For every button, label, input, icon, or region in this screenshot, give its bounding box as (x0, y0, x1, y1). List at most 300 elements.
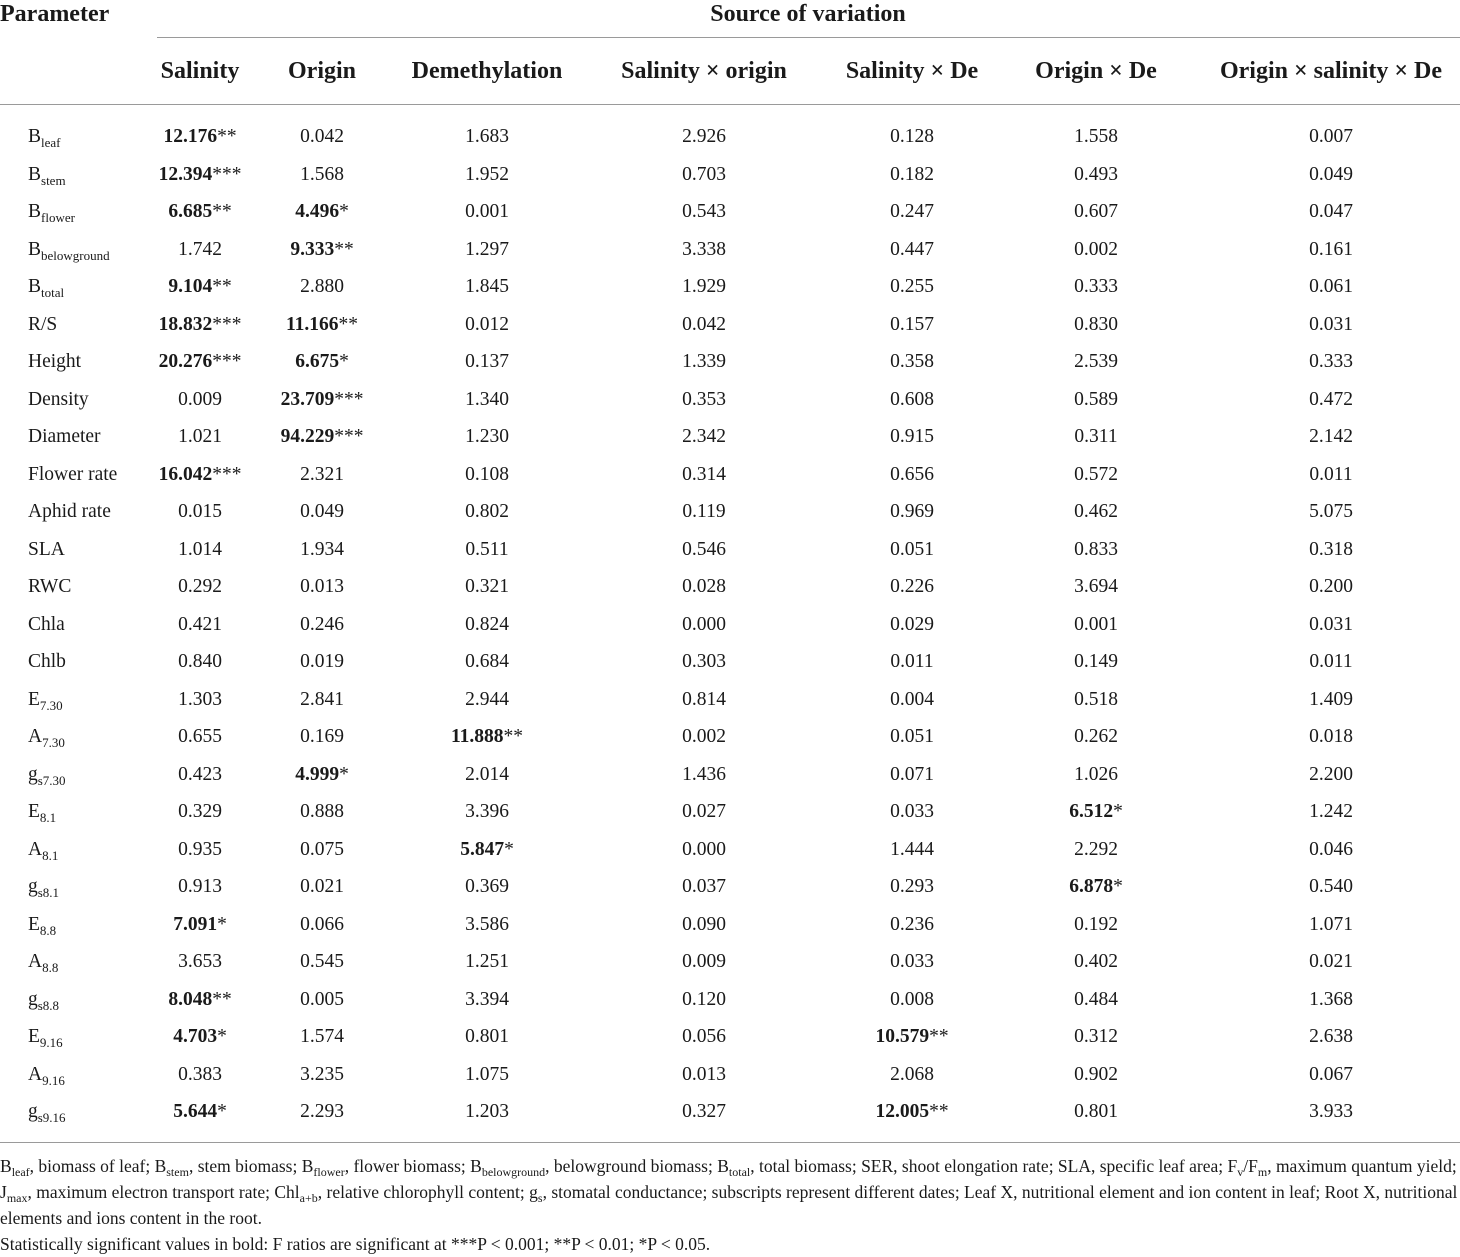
f-ratio-value: 0.012 (465, 313, 509, 335)
f-ratio-value: 0.684 (465, 651, 509, 672)
cell-origin-x-salinity-x-de (1309, 801, 1353, 823)
f-ratio-value: 0.169 (300, 726, 344, 747)
f-ratio-value: 0.047 (1309, 201, 1353, 222)
cell-salinity (178, 239, 222, 261)
f-ratio-value: 0.031 (1309, 313, 1353, 335)
f-ratio-value: 0.019 (300, 651, 344, 672)
f-ratio-value: 0.200 (1309, 576, 1353, 597)
parameter-base: Flower rate (28, 463, 118, 485)
cell-origin (300, 651, 344, 673)
abbrev-term: g (529, 1182, 538, 1202)
f-ratio-value: 2.944 (465, 688, 509, 710)
f-ratio-value: 0.833 (1074, 538, 1118, 560)
cell-origin-x-de (1074, 1064, 1118, 1086)
f-ratio-value: 0.589 (1074, 388, 1118, 410)
cell-salinity-x-origin (682, 839, 726, 861)
cell-salinity (168, 276, 231, 298)
cell-origin-x-de (1074, 951, 1118, 973)
f-ratio-value: 12.176 (163, 126, 218, 147)
significance-marker: *** (212, 163, 242, 185)
cell-salinity-x-origin (682, 1026, 726, 1048)
f-ratio-value: 0.128 (890, 126, 934, 147)
cell-origin (300, 1026, 344, 1048)
cell-origin-x-salinity-x-de (1309, 426, 1353, 448)
f-ratio-value: 1.297 (465, 238, 509, 260)
parameter-subscript: leaf (41, 135, 61, 150)
parameter-name (28, 839, 58, 861)
cell-origin-x-salinity-x-de (1309, 389, 1353, 411)
f-ratio-value: 0.000 (682, 838, 726, 860)
abbrev-definition: , stomatal conductance; subscripts represent different dates; Leaf X, nutritional element and ion content in leaf; Root X, nutritional elements and ions content in the root. (0, 1182, 1458, 1228)
significance-marker: ** (334, 238, 354, 260)
cell-demethylation (465, 1101, 509, 1123)
f-ratio-value: 0.262 (1074, 726, 1118, 747)
column-header-salinity-x-de: Salinity × De (845, 58, 979, 84)
f-ratio-value: 1.574 (300, 1026, 344, 1047)
cell-salinity-x-origin (682, 801, 726, 823)
f-ratio-value: 1.845 (465, 276, 509, 297)
column-header-salinity: Salinity (160, 58, 240, 84)
f-ratio-value: 1.568 (300, 163, 344, 185)
f-ratio-value: 0.011 (1309, 651, 1353, 672)
f-ratio-value: 2.841 (300, 688, 344, 710)
f-ratio-value: 2.293 (300, 1101, 344, 1122)
cell-salinity-x-de (875, 1026, 948, 1048)
cell-salinity (178, 726, 222, 748)
f-ratio-value: 11.888 (450, 726, 504, 747)
f-ratio-value: 0.108 (465, 463, 509, 485)
cell-origin-x-de (1074, 201, 1118, 223)
cell-salinity-x-de (890, 239, 934, 261)
cell-origin-x-salinity-x-de (1309, 1064, 1353, 1086)
parameter-base: g (28, 763, 38, 785)
f-ratio-value: 0.247 (890, 201, 934, 222)
cell-salinity (168, 201, 231, 223)
f-ratio-value: 1.242 (1309, 801, 1353, 822)
footnote-significance: Statistically significant values in bold: F ratios are significant at ***P < 0.001; **P < 0.01; *P < 0.05. (0, 1234, 711, 1254)
cell-salinity-x-origin (682, 201, 726, 223)
parameter-base: Diameter (28, 426, 101, 447)
parameter-name (28, 689, 63, 711)
parameter-subscript: total (41, 285, 65, 300)
parameter-name (28, 464, 117, 486)
parameter-name (28, 201, 75, 223)
cell-salinity-x-de (890, 726, 934, 748)
f-ratio-value: 0.005 (300, 988, 344, 1010)
abbrev-definition: , belowground biomass; (545, 1156, 718, 1176)
parameter-name (28, 501, 111, 523)
cell-salinity-x-origin (682, 876, 726, 898)
cell-salinity (168, 989, 231, 1011)
f-ratio-value: 0.518 (1074, 688, 1118, 710)
f-ratio-value: 2.539 (1074, 351, 1118, 372)
cell-salinity-x-de (890, 426, 934, 448)
abbrev-term: Chl (274, 1182, 300, 1202)
cell-demethylation (465, 989, 509, 1011)
f-ratio-value: 3.694 (1074, 576, 1118, 597)
cell-demethylation (465, 126, 509, 148)
cell-origin (300, 839, 344, 861)
cell-origin-x-salinity-x-de (1309, 576, 1353, 598)
f-ratio-value: 0.935 (178, 838, 222, 860)
f-ratio-value: 0.015 (178, 501, 222, 522)
f-ratio-value: 0.327 (682, 1101, 726, 1122)
cell-origin (300, 501, 344, 523)
f-ratio-value: 0.182 (890, 163, 934, 185)
cell-demethylation (465, 764, 509, 786)
f-ratio-value: 1.368 (1309, 988, 1353, 1010)
f-ratio-value: 6.512 (1069, 801, 1114, 822)
cell-origin (300, 1064, 344, 1086)
significance-marker: * (339, 763, 349, 785)
f-ratio-value: 0.830 (1074, 313, 1118, 335)
cell-origin-x-salinity-x-de (1309, 726, 1353, 748)
cell-origin-x-de (1074, 576, 1118, 598)
cell-salinity (159, 314, 242, 336)
parameter-base: A (28, 838, 43, 860)
cell-origin (300, 989, 344, 1011)
f-ratio-value: 1.683 (465, 126, 509, 147)
cell-salinity (178, 389, 222, 411)
abbrev-term: J (0, 1182, 7, 1202)
cell-origin-x-de (1074, 389, 1118, 411)
f-ratio-value: 1.026 (1074, 763, 1118, 785)
significance-marker: * (217, 1101, 227, 1122)
cell-salinity (159, 351, 242, 373)
abbrev-definition: , total biomass; SER, shoot elongation rate; SLA, specific leaf area; (750, 1156, 1228, 1176)
cell-origin-x-salinity-x-de (1309, 951, 1353, 973)
f-ratio-value: 0.814 (682, 688, 726, 710)
f-ratio-value: 1.444 (890, 838, 934, 860)
f-ratio-value: 0.002 (682, 726, 726, 747)
cell-origin-x-salinity-x-de (1309, 914, 1353, 936)
f-ratio-value: 12.394 (158, 163, 213, 185)
cell-salinity (178, 539, 222, 561)
f-ratio-value: 0.007 (1309, 126, 1353, 147)
f-ratio-value: 1.409 (1309, 688, 1353, 710)
cell-salinity-x-de (890, 501, 934, 523)
f-ratio-value: 0.075 (300, 838, 344, 860)
significance-marker: ** (929, 1026, 949, 1047)
cell-origin-x-salinity-x-de (1309, 539, 1353, 561)
cell-salinity-x-de (875, 1101, 948, 1123)
f-ratio-value: 0.656 (890, 463, 934, 485)
abbrev-definition: / (1243, 1156, 1249, 1176)
cell-origin-x-de (1074, 501, 1118, 523)
abbrev-definition: , relative chlorophyll content; (317, 1182, 530, 1202)
cell-salinity-x-de (890, 576, 934, 598)
f-ratio-value: 18.832 (158, 313, 213, 335)
cell-origin-x-de (1074, 276, 1118, 298)
abbrev-subscript: m (1257, 1165, 1268, 1179)
cell-salinity-x-de (890, 276, 934, 298)
parameter-base: SLA (28, 538, 65, 560)
cell-origin-x-salinity-x-de (1309, 1026, 1353, 1048)
f-ratio-value: 0.369 (465, 876, 509, 897)
f-ratio-value: 0.008 (890, 988, 934, 1010)
parameter-subscript: s8.8 (37, 997, 60, 1013)
f-ratio-value: 0.192 (1074, 913, 1118, 935)
cell-origin (300, 164, 344, 186)
f-ratio-value: 1.071 (1309, 913, 1353, 935)
f-ratio-value: 0.031 (1309, 613, 1353, 635)
cell-salinity-x-origin (682, 239, 726, 261)
cell-origin-x-de (1074, 1101, 1118, 1123)
f-ratio-value: 0.066 (300, 913, 344, 935)
cell-demethylation (465, 389, 509, 411)
f-ratio-value: 0.137 (465, 351, 509, 372)
parameter-name (28, 989, 59, 1011)
f-ratio-value: 0.021 (300, 876, 344, 897)
cell-origin-x-salinity-x-de (1309, 126, 1353, 148)
cell-origin-x-salinity-x-de (1309, 876, 1353, 898)
cell-salinity-x-origin (682, 464, 726, 486)
f-ratio-value: 0.226 (890, 576, 934, 597)
cell-salinity-x-de (890, 651, 933, 673)
f-ratio-value: 1.952 (465, 163, 509, 185)
cell-demethylation (465, 576, 509, 598)
f-ratio-value: 2.068 (890, 1063, 934, 1085)
f-ratio-value: 0.423 (178, 763, 222, 785)
cell-salinity-x-de (890, 351, 934, 373)
parameter-base: A (28, 1063, 43, 1085)
cell-origin (300, 801, 344, 823)
column-header-origin: Origin (287, 58, 357, 84)
abbrev-subscript: max (6, 1191, 28, 1205)
f-ratio-value: 0.572 (1074, 463, 1118, 485)
f-ratio-value: 20.276 (158, 351, 213, 372)
f-ratio-value: 4.999 (295, 763, 340, 785)
cell-origin-x-salinity-x-de (1309, 201, 1353, 223)
f-ratio-value: 2.200 (1309, 763, 1353, 785)
f-ratio-value: 2.142 (1309, 426, 1353, 447)
abbrev-definition: , stem biomass; (188, 1156, 302, 1176)
cell-salinity-x-de (890, 539, 934, 561)
parameter-subscript: belowground (41, 247, 110, 263)
f-ratio-value: 0.018 (1309, 726, 1353, 747)
column-header-origin-x-salinity-x-de: Origin × salinity × De (1219, 58, 1443, 84)
cell-demethylation (465, 201, 509, 223)
parameter-name (28, 1026, 63, 1048)
cell-origin (300, 126, 344, 148)
parameter-subscript: stem (41, 172, 66, 188)
f-ratio-value: 2.926 (682, 126, 726, 147)
parameter-base: B (28, 201, 42, 222)
cell-salinity-x-de (890, 1064, 934, 1086)
cell-demethylation (465, 464, 509, 486)
f-ratio-value: 0.311 (1074, 426, 1118, 447)
cell-salinity-x-origin (682, 951, 726, 973)
f-ratio-value: 0.013 (300, 576, 344, 597)
f-ratio-value: 0.037 (682, 876, 726, 897)
f-ratio-value: 0.021 (1309, 951, 1353, 972)
f-ratio-value: 1.929 (682, 276, 726, 297)
cell-origin-x-salinity-x-de (1309, 651, 1352, 673)
f-ratio-value: 1.230 (465, 426, 509, 447)
significance-marker: *** (212, 313, 242, 335)
cell-salinity-x-de (890, 801, 934, 823)
parameter-name (28, 914, 56, 936)
cell-salinity-x-origin (682, 764, 726, 786)
cell-salinity (178, 501, 222, 523)
cell-origin (300, 951, 344, 973)
parameter-name (28, 351, 81, 373)
f-ratio-value: 0.011 (1309, 463, 1353, 485)
parameter-name (28, 539, 65, 561)
f-ratio-value: 0.090 (682, 913, 726, 935)
f-ratio-value: 3.338 (682, 238, 726, 260)
f-ratio-value: 8.048 (168, 988, 213, 1010)
cell-origin (295, 201, 349, 223)
parameter-base: g (28, 1101, 38, 1122)
table-bottom-rule (0, 1142, 1460, 1143)
f-ratio-value: 0.293 (890, 876, 934, 897)
cell-origin (300, 614, 344, 636)
f-ratio-value: 0.358 (890, 351, 934, 372)
f-ratio-value: 0.314 (682, 463, 726, 485)
cell-salinity (159, 164, 242, 186)
f-ratio-value: 0.046 (1309, 838, 1353, 860)
cell-demethylation (460, 839, 514, 861)
cell-salinity-x-origin (682, 1064, 726, 1086)
cell-demethylation (465, 1026, 509, 1048)
cell-salinity-x-de (890, 164, 934, 186)
cell-demethylation (465, 351, 509, 373)
cell-demethylation (465, 801, 509, 823)
f-ratio-value: 0.013 (682, 1063, 726, 1085)
column-header-salinity-x-origin: Salinity × origin (621, 58, 787, 84)
cell-salinity (163, 126, 236, 148)
cell-salinity (178, 951, 222, 973)
f-ratio-value: 0.546 (682, 538, 726, 560)
significance-marker: * (339, 201, 349, 222)
significance-marker: ** (212, 201, 232, 222)
f-ratio-value: 0.033 (890, 801, 934, 822)
cell-salinity-x-origin (682, 614, 726, 636)
cell-origin-x-de (1074, 914, 1118, 936)
cell-salinity-x-de (890, 689, 934, 711)
f-ratio-value: 4.496 (295, 201, 340, 222)
parameter-name (28, 276, 64, 298)
parameter-subscript: s9.16 (37, 1110, 66, 1125)
f-ratio-value: 1.075 (465, 1063, 509, 1085)
abbrev-term: B (301, 1156, 314, 1176)
abbrev-subscript: belowground (481, 1165, 546, 1179)
f-ratio-value: 3.933 (1309, 1101, 1353, 1122)
parameter-subscript: 8.8 (42, 960, 59, 975)
significance-marker: * (1113, 876, 1123, 897)
f-ratio-value: 3.586 (465, 913, 509, 935)
cell-origin-x-de (1074, 351, 1118, 373)
cell-origin (300, 576, 344, 598)
cell-salinity-x-origin (682, 651, 726, 673)
f-ratio-value: 5.075 (1309, 501, 1353, 522)
f-ratio-value: 2.880 (300, 276, 344, 297)
cell-origin (295, 764, 349, 786)
significance-marker: ** (212, 988, 232, 1010)
abbrev-term: F (1248, 1156, 1258, 1176)
f-ratio-value: 0.312 (1074, 1026, 1118, 1047)
f-ratio-value: 0.915 (890, 426, 934, 447)
f-ratio-value: 0.120 (682, 988, 726, 1010)
f-ratio-value: 2.321 (300, 463, 344, 485)
cell-demethylation (465, 876, 509, 898)
source-of-variation-header: Source of variation (710, 1, 906, 27)
parameter-subscript: 9.16 (42, 1072, 65, 1088)
f-ratio-value: 0.027 (682, 801, 726, 822)
parameter-name (28, 801, 56, 823)
cell-salinity-x-origin (682, 914, 726, 936)
f-ratio-value: 0.011 (890, 651, 934, 672)
cell-salinity-x-origin (682, 314, 726, 336)
cell-origin-x-de (1074, 539, 1118, 561)
cell-salinity-x-de (890, 464, 934, 486)
cell-demethylation (465, 651, 509, 673)
significance-marker: ** (503, 726, 524, 747)
f-ratio-value: 0.236 (890, 913, 934, 935)
parameter-base: R/S (28, 313, 58, 335)
abbrev-subscript: s (537, 1191, 543, 1205)
f-ratio-value: 0.472 (1309, 388, 1353, 410)
f-ratio-value: 3.396 (465, 801, 509, 822)
f-ratio-value: 0.246 (300, 613, 344, 635)
cell-origin-x-de (1074, 839, 1118, 861)
significance-marker: *** (334, 426, 364, 447)
parameter-base: E (28, 801, 40, 822)
cell-origin (290, 239, 353, 261)
significance-marker: * (504, 838, 514, 860)
cell-demethylation (451, 726, 523, 748)
abbrev-definition: , maximum electron transport rate; (27, 1182, 275, 1202)
parameter-base: Chla (28, 613, 65, 635)
parameter-name (28, 126, 61, 148)
abbrev-subscript: a+b (299, 1191, 318, 1205)
parameter-name (28, 876, 59, 898)
cell-salinity (173, 914, 227, 936)
f-ratio-value: 0.447 (890, 238, 934, 260)
cell-salinity-x-origin (682, 689, 726, 711)
cell-origin-x-salinity-x-de (1309, 314, 1353, 336)
f-ratio-value: 1.203 (465, 1101, 509, 1122)
cell-origin (295, 351, 349, 373)
cell-origin (300, 689, 344, 711)
parameter-name (28, 389, 89, 411)
cell-salinity (178, 839, 222, 861)
column-header-demethylation: Demethylation (411, 58, 563, 84)
f-ratio-value: 1.742 (178, 238, 222, 260)
cell-salinity-x-origin (682, 351, 726, 373)
cell-salinity (178, 801, 222, 823)
f-ratio-value: 3.394 (465, 988, 509, 1010)
header-bottom-rule (0, 104, 1460, 105)
f-ratio-value: 1.558 (1074, 126, 1118, 147)
cell-salinity (178, 426, 222, 448)
cell-salinity-x-origin (682, 126, 726, 148)
cell-salinity-x-origin (682, 726, 726, 748)
cell-salinity (178, 576, 222, 598)
cell-origin-x-de (1074, 426, 1117, 448)
cell-origin-x-de (1074, 614, 1118, 636)
f-ratio-value: 0.119 (682, 501, 726, 522)
parameter-name (28, 764, 66, 786)
f-ratio-value: 1.251 (465, 951, 509, 972)
significance-marker: *** (334, 388, 364, 410)
cell-salinity-x-origin (682, 389, 726, 411)
parameter-name (28, 239, 110, 261)
cell-salinity-x-origin (682, 576, 726, 598)
f-ratio-value: 7.091 (173, 913, 218, 935)
cell-origin-x-salinity-x-de (1309, 164, 1353, 186)
